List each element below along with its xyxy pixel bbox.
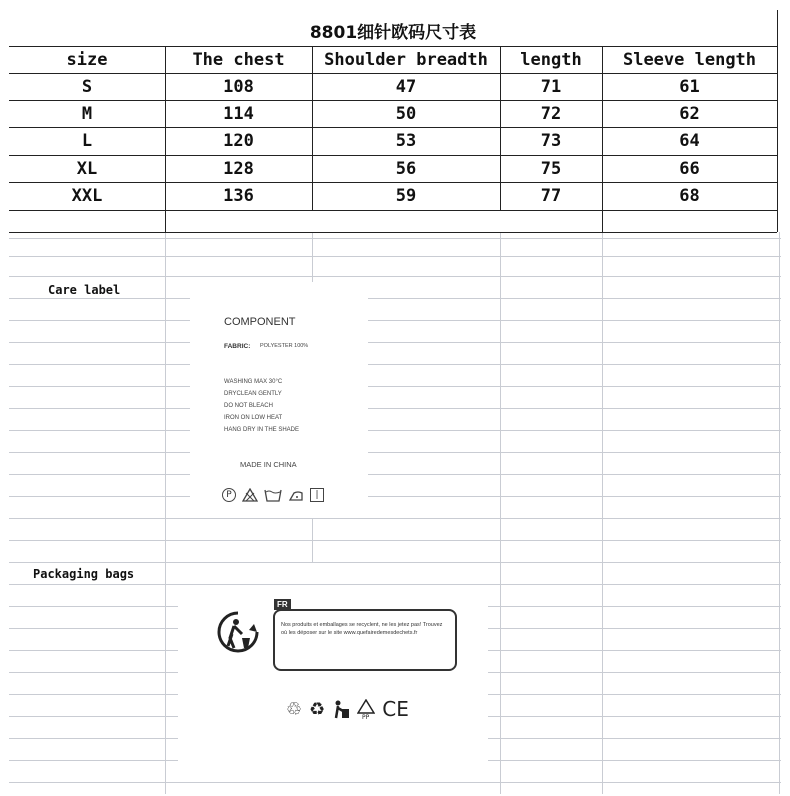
tidyman-icon [332, 699, 350, 719]
care-instruction: DRYCLEAN GENTLY [224, 391, 282, 397]
care-made-in: MADE IN CHINA [240, 460, 297, 469]
header-length: length [520, 50, 582, 70]
care-fabric-label: FABRIC: [224, 343, 251, 350]
shoulder-cell: 47 [395, 77, 417, 97]
packaging-icon-row [286, 697, 409, 721]
recycle-circle-icon: ♲ [286, 698, 303, 720]
pp-recycle-icon [357, 699, 375, 719]
header-chest: The chest [192, 50, 285, 70]
care-fabric-value: POLYESTER 100% [260, 343, 309, 349]
chest-cell: 136 [223, 186, 254, 206]
shoulder-cell: 50 [395, 104, 417, 124]
size-cell: S [81, 77, 93, 97]
shoulder-cell: 53 [395, 131, 417, 151]
header-size: size [66, 50, 108, 70]
fr-recycling-text: Nos produits et emballages se recyclent, ne les jetez pas! Trouvez où les déposer sur le site www.quefairedemesdechets.fr [281, 622, 443, 636]
iron-icon [288, 488, 304, 502]
sleeve-cell: 62 [679, 104, 700, 124]
dryclean-p-icon: P [222, 488, 236, 502]
sleeve-cell: 68 [679, 186, 700, 206]
packaging-card [178, 585, 488, 765]
triman-icon [216, 610, 260, 654]
size-chart-title-row [9, 10, 778, 46]
fr-info-box [273, 609, 457, 671]
sleeve-cell: 61 [679, 77, 700, 97]
care-label-heading: Care label [48, 283, 121, 297]
chest-cell: 128 [223, 159, 254, 179]
chest-cell: 120 [223, 131, 254, 151]
chest-cell: 114 [223, 104, 254, 124]
hang-dry-icon: | [310, 488, 324, 502]
care-icon-row [222, 488, 324, 502]
length-cell: 77 [540, 186, 562, 206]
recycle-arrows-icon: ♻ [309, 698, 326, 720]
shoulder-cell: 59 [395, 186, 417, 206]
chest-cell: 108 [223, 77, 254, 97]
size-cell: L [81, 131, 93, 151]
care-instruction: IRON ON LOW HEAT [224, 415, 283, 421]
size-cell: XL [76, 159, 98, 179]
svg-text:PP: PP [362, 714, 370, 719]
shoulder-cell: 56 [395, 159, 417, 179]
care-instruction: DO NOT BLEACH [224, 403, 273, 409]
size-cell: XXL [71, 186, 103, 206]
size-cell: M [81, 104, 93, 124]
no-bleach-triangle-icon [242, 488, 258, 502]
packaging-bags-heading: Packaging bags [33, 567, 135, 581]
size-chart-title: 8801细针欧码尺寸表 [309, 23, 477, 43]
length-cell: 71 [540, 77, 562, 97]
length-cell: 73 [540, 131, 562, 151]
fr-tag: FR [274, 599, 291, 610]
length-cell: 75 [540, 159, 562, 179]
care-instruction: WASHING MAX 30°C [224, 379, 283, 385]
care-instruction: HANG DRY IN THE SHADE [224, 427, 300, 433]
care-label-card [190, 282, 368, 518]
ce-mark-icon: CE [382, 697, 409, 721]
wash-30-tub-icon [264, 488, 282, 502]
header-sleeve-length: Sleeve length [622, 50, 757, 70]
care-component-heading: COMPONENT [224, 316, 296, 328]
sleeve-cell: 66 [679, 159, 700, 179]
header-shoulder-breadth: Shoulder breadth [324, 50, 488, 70]
sleeve-cell: 64 [679, 131, 700, 151]
length-cell: 72 [540, 104, 562, 124]
